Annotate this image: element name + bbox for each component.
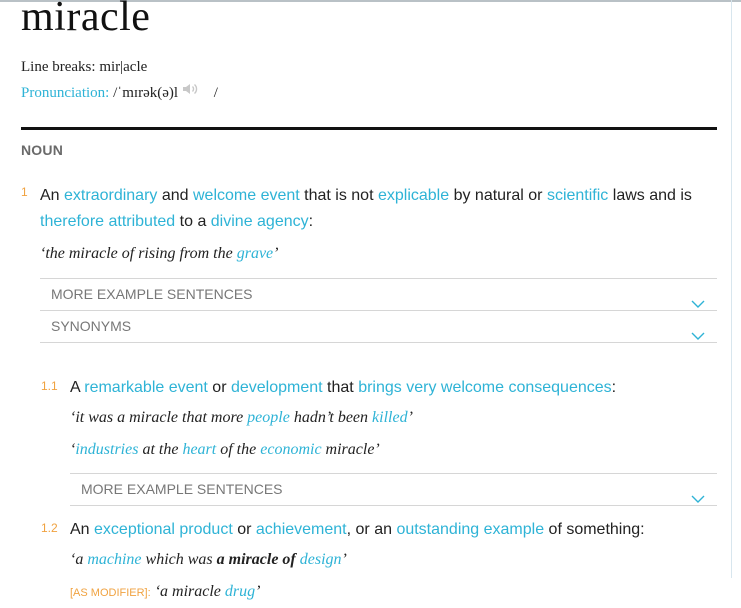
example-link[interactable]: killed bbox=[372, 409, 408, 426]
example-link[interactable]: industries bbox=[75, 441, 139, 458]
def-text: by natural or bbox=[449, 187, 547, 204]
def-text: : bbox=[308, 213, 314, 230]
def-text: An bbox=[70, 521, 95, 538]
def-link[interactable]: welcome event bbox=[192, 187, 300, 204]
synonyms-toggle[interactable] bbox=[40, 310, 717, 343]
def-link[interactable]: remarkable event bbox=[84, 379, 208, 396]
example-text: hadn’t been bbox=[289, 409, 373, 426]
def-link[interactable]: therefore attributed bbox=[40, 213, 176, 230]
def-link[interactable]: development bbox=[230, 379, 323, 396]
def-link[interactable]: divine agency bbox=[210, 213, 309, 230]
sense-definition bbox=[70, 375, 717, 401]
sense-number: 1.2 bbox=[41, 521, 58, 535]
chevron-down-icon bbox=[691, 484, 705, 515]
example-link[interactable]: heart bbox=[182, 441, 217, 458]
def-text: or bbox=[207, 379, 231, 396]
more-examples-toggle[interactable] bbox=[70, 473, 717, 506]
example-text: ‘a miracle bbox=[150, 583, 225, 600]
example-text: ‘ bbox=[70, 441, 76, 458]
example-sentence bbox=[40, 239, 717, 269]
sense-definition bbox=[70, 517, 717, 543]
example-text: ‘a bbox=[70, 551, 88, 568]
def-text: laws and is bbox=[608, 187, 692, 204]
def-link[interactable]: exceptional product bbox=[94, 521, 233, 538]
entry-meta bbox=[21, 55, 717, 105]
right-border bbox=[731, 0, 732, 578]
example-text: ’ bbox=[255, 583, 261, 600]
def-link[interactable]: outstanding example bbox=[396, 521, 545, 538]
more-examples-label: MORE EXAMPLE SENTENCES bbox=[81, 481, 283, 497]
def-text: An bbox=[40, 187, 65, 204]
sense-number: 1 bbox=[21, 185, 28, 199]
example-text: ‘it was a miracle that more bbox=[70, 409, 248, 426]
line-breaks-value: mir|acle bbox=[99, 59, 148, 75]
example-link[interactable]: people bbox=[247, 409, 290, 426]
example-sentence bbox=[70, 403, 717, 433]
example-text: at the bbox=[138, 441, 183, 458]
example-link[interactable]: economic bbox=[260, 441, 322, 458]
speaker-icon[interactable] bbox=[182, 80, 200, 105]
example-text: ‘the miracle of rising from the bbox=[40, 245, 237, 262]
part-of-speech: NOUN bbox=[21, 142, 64, 158]
def-text: or bbox=[232, 521, 256, 538]
line-breaks-label: Line breaks: bbox=[21, 59, 96, 75]
headword-highlight: a miracle of bbox=[216, 551, 296, 568]
def-link[interactable]: extraordinary bbox=[64, 187, 158, 204]
headword: miracle bbox=[21, 0, 151, 40]
pronunciation-ipa: /ˈmɪrək(ə)l bbox=[113, 84, 179, 101]
entry-content bbox=[21, 0, 717, 608]
def-text: : bbox=[611, 379, 617, 396]
sense-1-1 bbox=[21, 375, 717, 506]
example-text: of the bbox=[216, 441, 261, 458]
sense-definition bbox=[40, 183, 717, 235]
pronunciation-row bbox=[21, 80, 717, 105]
def-link[interactable]: explicable bbox=[377, 187, 450, 204]
more-examples-toggle[interactable] bbox=[40, 278, 717, 310]
example-sentence bbox=[70, 545, 717, 575]
pronunciation-slash: / bbox=[213, 84, 218, 101]
def-text: A bbox=[70, 379, 85, 396]
pronunciation-label[interactable]: Pronunciation: bbox=[21, 84, 110, 101]
line-breaks-row bbox=[21, 55, 717, 80]
example-sentence bbox=[70, 577, 717, 608]
sense-1 bbox=[21, 183, 717, 343]
def-link[interactable]: achievement bbox=[255, 521, 347, 538]
example-text: which was bbox=[141, 551, 217, 568]
chevron-down-icon bbox=[691, 321, 705, 352]
def-text: and bbox=[157, 187, 193, 204]
def-text: to a bbox=[175, 213, 211, 230]
sense-1-2 bbox=[21, 517, 717, 608]
example-text: miracle’ bbox=[321, 441, 380, 458]
def-link[interactable]: scientific bbox=[546, 187, 609, 204]
sense-number: 1.1 bbox=[41, 379, 58, 393]
example-text: ’ bbox=[273, 245, 279, 262]
def-text: , or an bbox=[346, 521, 397, 538]
def-text: of something: bbox=[544, 521, 645, 538]
modifier-label: [AS MODIFIER]: bbox=[70, 587, 151, 599]
example-sentence bbox=[70, 435, 717, 465]
def-text: that bbox=[322, 379, 359, 396]
section-rule bbox=[21, 127, 717, 130]
example-link[interactable]: drug bbox=[224, 583, 256, 600]
example-link[interactable]: machine bbox=[87, 551, 142, 568]
example-link[interactable]: design bbox=[299, 551, 342, 568]
example-link[interactable]: grave bbox=[236, 245, 274, 262]
example-text: ’ bbox=[407, 409, 413, 426]
example-text: ’ bbox=[341, 551, 347, 568]
def-text: that is not bbox=[299, 187, 378, 204]
more-examples-label: MORE EXAMPLE SENTENCES bbox=[51, 286, 253, 302]
synonyms-label: SYNONYMS bbox=[51, 318, 132, 334]
def-link[interactable]: brings very welcome consequences bbox=[358, 379, 612, 396]
